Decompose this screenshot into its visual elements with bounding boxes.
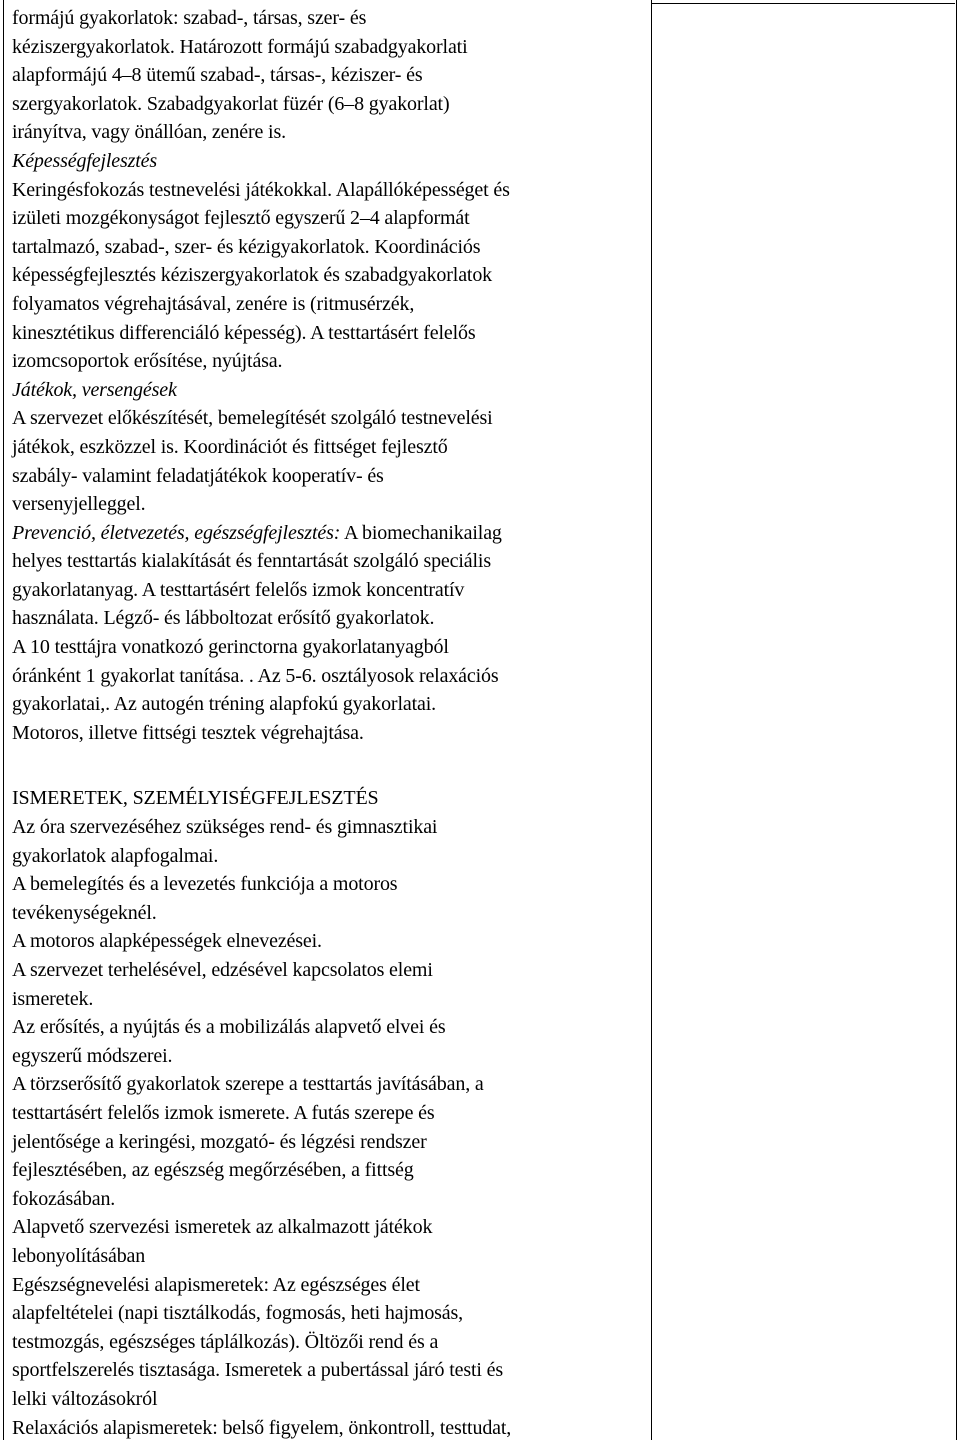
text-line: használata. Légző- és lábboltozat erősítő gyakorlatok. (12, 604, 648, 633)
text-line: A bemelegítés és a levezetés funkciója a motoros (12, 870, 648, 899)
text-line: versenyjelleggel. (12, 490, 648, 519)
text-line: folyamatos végrehajtásával, zenére is (ritmusérzék, (12, 290, 648, 319)
text-line: helyes testtartás kialakítását és fenntartását szolgáló speciális (12, 547, 648, 576)
text-line: Az óra szervezéséhez szükséges rend- és gimnasztikai (12, 813, 648, 842)
column-divider (651, 0, 652, 1440)
text-line: gyakorlatok alapfogalmai. (12, 842, 648, 871)
prevencio-first-text: A biomechanikailag (340, 522, 502, 544)
text-line: A szervezet előkészítését, bemelegítését szolgáló testnevelési (12, 404, 648, 433)
paragraph-kepessegfejlesztes (12, 176, 648, 376)
paragraph-exercises (12, 4, 648, 147)
text-line: alapfeltételei (napi tisztálkodás, fogmosás, heti hajmosás, (12, 1299, 648, 1328)
text-line: lebonyolításában (12, 1242, 648, 1271)
text-line: A motoros alapképességek elnevezései. (12, 927, 648, 956)
text-line: szergyakorlatok. Szabadgyakorlat füzér (6–8 gyakorlat) (12, 90, 648, 119)
text-line: óránként 1 gyakorlat tanítása. . Az 5-6. osztályosok relaxációs (12, 662, 648, 691)
text-line: fokozásában. (12, 1185, 648, 1214)
text-line: Relaxációs alapismeretek: belső figyelem, önkontroll, testtudat, (12, 1414, 648, 1442)
text-line: izomcsoportok erősítése, nyújtása. (12, 347, 648, 376)
paragraph-ismeretek (12, 813, 648, 1442)
text-line: tartalmazó, szabad-, szer- és kézigyakorlatok. Koordinációs (12, 233, 648, 262)
text-line: testmozgás, egészséges táplálkozás). Öltözői rend és a (12, 1328, 648, 1357)
text-line: játékok, eszközzel is. Koordinációt és fittséget fejlesztő (12, 433, 648, 462)
text-line: Keringésfokozás testnevelési játékokkal. Alapállóképességet és (12, 176, 648, 205)
text-line: ismeretek. (12, 985, 648, 1014)
text-line: izületi mozgékonyságot fejlesztő egyszerű 2–4 alapformát (12, 204, 648, 233)
text-line: gyakorlatai,. Az autogén tréning alapfokú gyakorlatai. (12, 690, 648, 719)
text-line: fejlesztésében, az egészség megőrzésében, a fittség (12, 1156, 648, 1185)
text-line: tevékenységeknél. (12, 899, 648, 928)
text-line: képességfejlesztés kéziszergyakorlatok és szabadgyakorlatok (12, 261, 648, 290)
text-line: Alapvető szervezési ismeretek az alkalmazott játékok (12, 1213, 648, 1242)
text-line: A szervezet terhelésével, edzésével kapcsolatos elemi (12, 956, 648, 985)
section-gap (12, 747, 648, 784)
text-line: irányítva, vagy önállóan, zenére is. (12, 118, 648, 147)
text-line: kinesztétikus differenciáló képesség). A testtartásért felelős (12, 319, 648, 348)
text-line: testtartásért felelős izmok ismerete. A futás szerepe és (12, 1099, 648, 1128)
prevencio-line (12, 519, 648, 548)
text-line: A törzserősítő gyakorlatok szerepe a testtartás javításában, a (12, 1070, 648, 1099)
text-line: gyakorlatanyag. A testtartásért felelős izmok koncentratív (12, 576, 648, 605)
heading-prevencio: Prevenció, életvezetés, egészségfejlesztés: (12, 522, 340, 544)
text-line: jelentősége a keringési, mozgató- és légzési rendszer (12, 1128, 648, 1157)
text-line: formájú gyakorlatok: szabad-, társas, szer- és (12, 4, 648, 33)
text-line: Egészségnevelési alapismeretek: Az egészséges élet (12, 1271, 648, 1300)
content-cell (12, 4, 648, 1442)
text-line: A 10 testtájra vonatkozó gerinctorna gyakorlatanyagból (12, 633, 648, 662)
text-line: szabály- valamint feladatjátékok kooperatív- és (12, 462, 648, 491)
text-line: egyszerű módszerei. (12, 1042, 648, 1071)
text-line: Az erősítés, a nyújtás és a mobilizálás alapvető elvei és (12, 1013, 648, 1042)
paragraph-prevencio (12, 547, 648, 747)
text-line: kéziszergyakorlatok. Határozott formájú szabadgyakorlati (12, 33, 648, 62)
text-line: Motoros, illetve fittségi tesztek végrehajtása. (12, 719, 648, 748)
heading-jatekok: Játékok, versengések (12, 376, 648, 405)
paragraph-jatekok (12, 404, 648, 518)
text-line: sportfelszerelés tisztasága. Ismeretek a pubertással járó testi és (12, 1356, 648, 1385)
text-line: alapformájú 4–8 ütemű szabad-, társas-, kéziszer- és (12, 61, 648, 90)
text-line: lelki változásokról (12, 1385, 648, 1414)
section-title-ismeretek: ISMERETEK, SZEMÉLYISÉGFEJLESZTÉS (12, 784, 648, 813)
right-cell-top-border (651, 3, 955, 4)
heading-kepessegfejlesztes: Képességfejlesztés (12, 147, 648, 176)
